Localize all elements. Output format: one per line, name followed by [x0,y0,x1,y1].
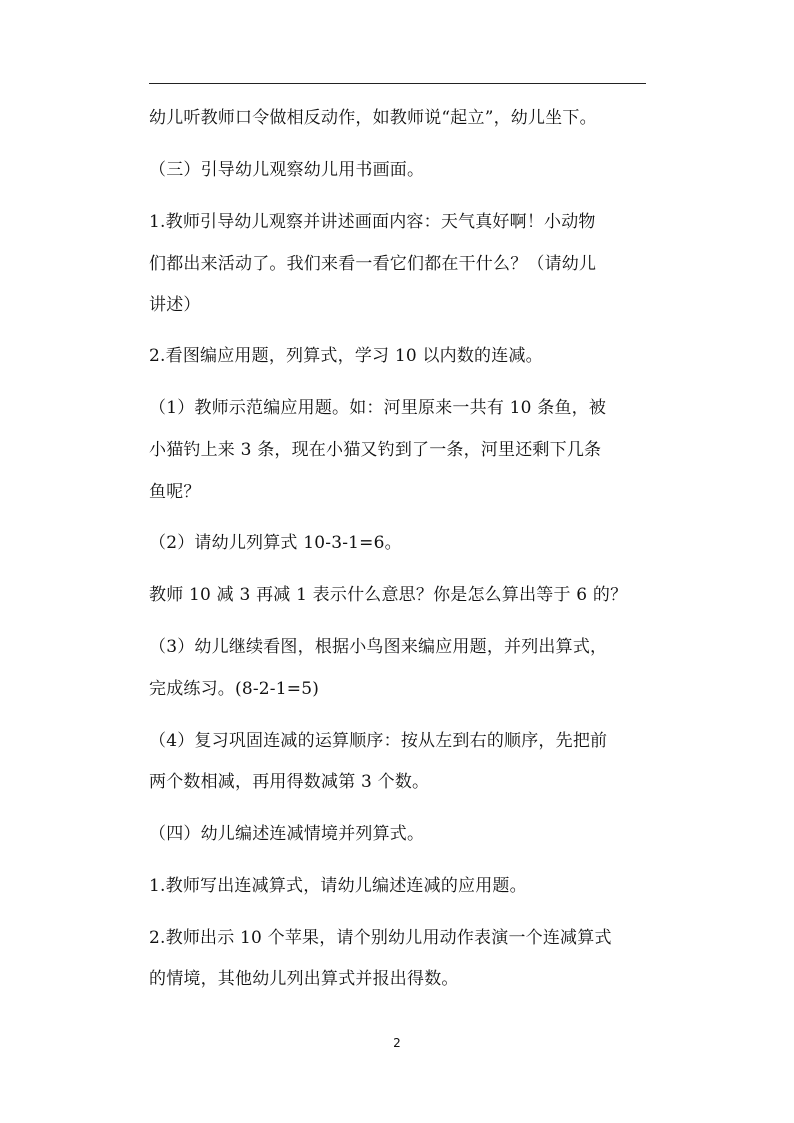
section-heading-4: （四）幼儿编述连减情境并列算式。 [149,824,425,844]
text-line-4: 们都出来活动了。我们来看一看它们都在干什么？（请幼儿 [149,254,597,274]
text-line-1: 幼儿听教师口令做相反动作，如教师说“起立”，幼儿坐下。 [149,108,597,128]
text-line-3: 1.教师引导幼儿观察并讲述画面内容：天气真好啊！小动物 [149,212,596,232]
text-line-9: 鱼呢？ [149,482,201,502]
text-line-8: 小猫钓上来 3 条，现在小猫又钓到了一条，河里还剩下几条 [149,440,602,460]
header-rule [149,83,646,84]
text-line-19: 的情境，其他幼儿列出算式并报出得数。 [149,969,459,989]
text-line-17: 1.教师写出连减算式，请幼儿编述连减的应用题。 [149,876,527,896]
section-heading-3: （三）引导幼儿观察幼儿用书画面。 [149,160,425,180]
page-number: 2 [393,1036,401,1050]
text-line-10: （2）请幼儿列算式 10-3-1=6。 [149,533,402,553]
text-line-6: 2.看图编应用题，列算式，学习 10 以内数的连减。 [149,346,543,366]
text-line-12: （3）幼儿继续看图，根据小鸟图来编应用题，并列出算式， [149,637,608,657]
text-line-15: 两个数相减，再用得数减第 3 个数。 [149,772,430,792]
text-line-14: （4）复习巩固连减的运算顺序：按从左到右的顺序，先把前 [149,731,608,751]
text-line-18: 2.教师出示 10 个苹果，请个别幼儿用动作表演一个连减算式 [149,928,612,948]
text-line-13: 完成练习。(8-2-1=5) [149,679,320,699]
text-line-5: 讲述） [149,295,201,315]
text-line-7: （1）教师示范编应用题。如：河里原来一共有 10 条鱼，被 [149,398,607,418]
text-line-11: 教师 10 减 3 再减 1 表示什么意思？你是怎么算出等于 6 的？ [149,585,628,605]
